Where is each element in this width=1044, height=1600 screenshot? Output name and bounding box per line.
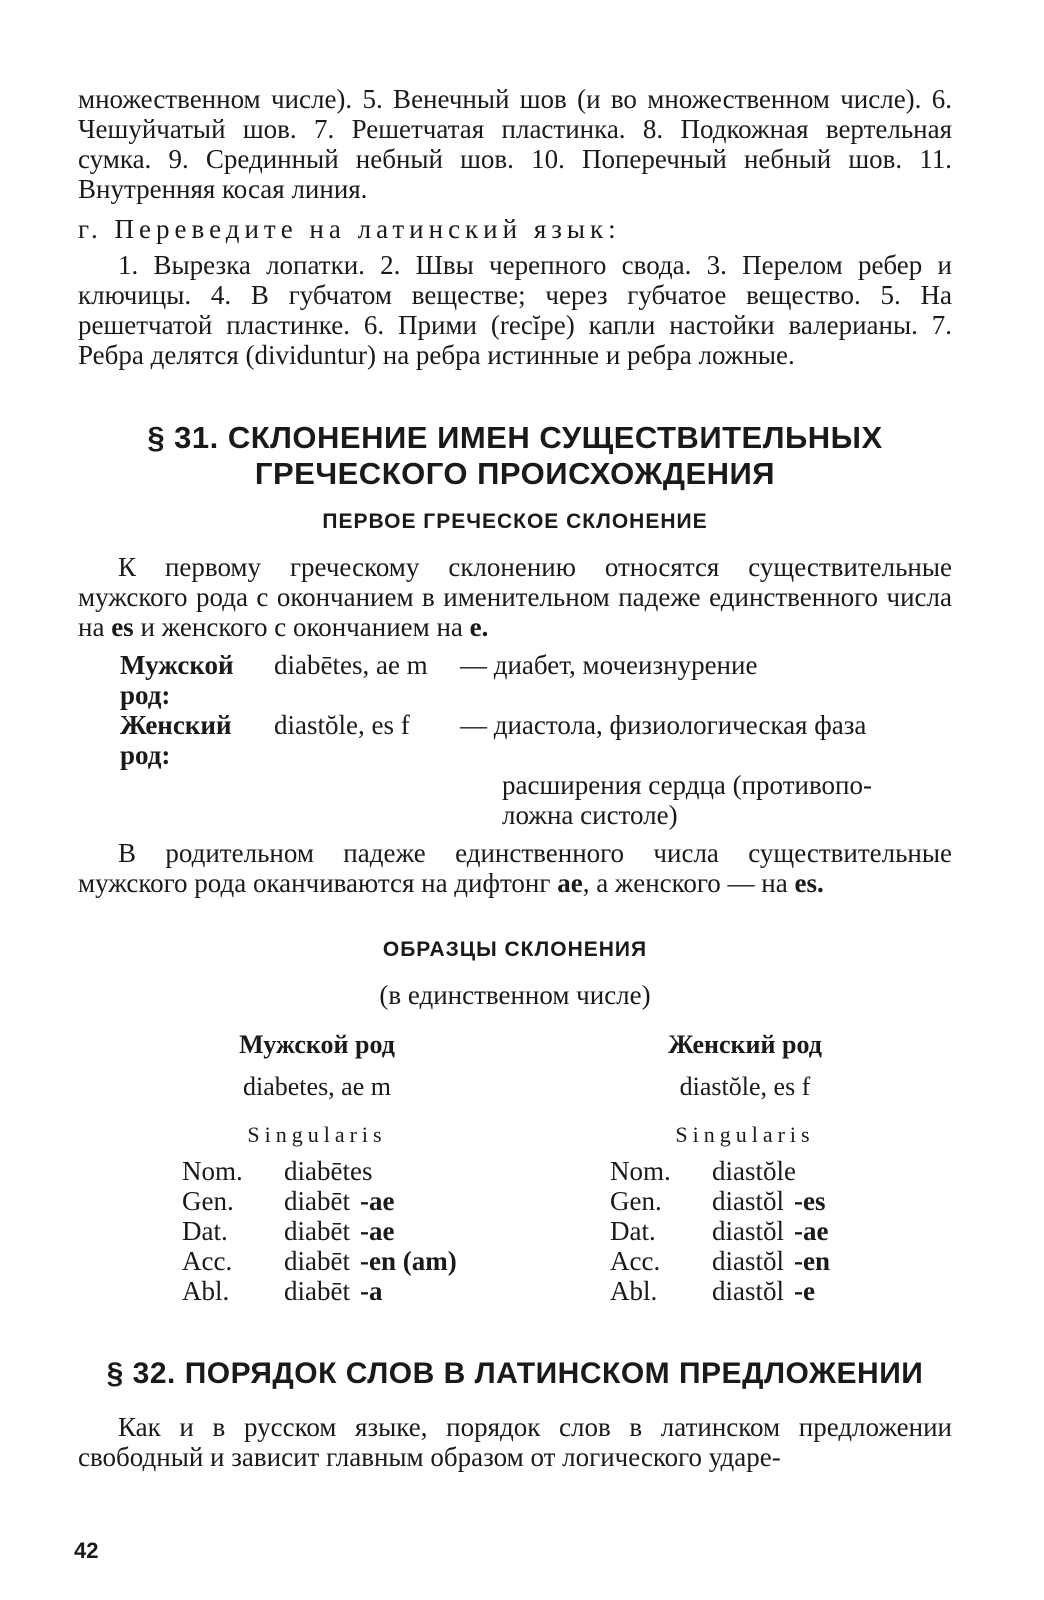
fem-word: diastŏle, es f bbox=[274, 710, 410, 740]
section-32-title: § 32. ПОРЯДОК СЛОВ В ЛАТИНСКОМ ПРЕДЛОЖЕНИИ bbox=[106, 1357, 924, 1390]
masc-label: Мужской род: bbox=[120, 650, 234, 710]
samples-subtitle: (в единственном числе) bbox=[379, 980, 651, 1010]
word-ending: -ae bbox=[794, 1216, 829, 1246]
table-row bbox=[610, 1156, 910, 1186]
gender-examples bbox=[78, 650, 952, 830]
word-ending: -en bbox=[794, 1246, 830, 1276]
fem-label: Женский род: bbox=[120, 710, 232, 770]
word-stem: diabēt bbox=[284, 1216, 350, 1246]
exercise-g-label: г. Переведите на латинский язык: bbox=[78, 214, 621, 244]
masc-table-title: Мужской род bbox=[239, 1030, 395, 1059]
para1-text-b: и женского с окончанием на bbox=[133, 612, 470, 642]
word-ending: -es bbox=[794, 1186, 826, 1216]
para1-ending-e: е. bbox=[469, 612, 489, 642]
exercise-g-heading bbox=[78, 214, 952, 244]
section-31-title-line2: ГРЕЧЕСКОГО ПРОИСХОЖДЕНИЯ bbox=[254, 456, 776, 491]
masc-table-rows bbox=[182, 1156, 482, 1306]
word-ending: -e bbox=[794, 1276, 815, 1306]
table-row bbox=[182, 1246, 482, 1276]
table-row bbox=[610, 1246, 910, 1276]
page-number: 42 bbox=[74, 1538, 99, 1563]
table-row bbox=[182, 1276, 482, 1306]
table-row bbox=[610, 1186, 910, 1216]
prev-exercise-list: множественном числе). 5. Венечный шов (и во множественном числе). 6. Чешуйчатый шов. 7. Решетчатая пластинка. 8. Подкожная вертельная сумка. 9. Срединный небный шов. 10. Поперечный небный шов. 11. Внутренняя косая линия. bbox=[78, 84, 952, 204]
case-label: Dat. bbox=[610, 1216, 656, 1246]
word-stem: diabēt bbox=[284, 1276, 350, 1306]
fem-definition-cont2: ложна систоле) bbox=[502, 800, 678, 830]
word-ending: -en (am) bbox=[359, 1246, 457, 1276]
case-label: Gen. bbox=[610, 1186, 662, 1216]
declension-tables bbox=[78, 1030, 952, 1310]
case-label: Acc. bbox=[182, 1246, 233, 1276]
table-row bbox=[610, 1276, 910, 1306]
word-stem: diabēt bbox=[284, 1186, 350, 1216]
case-label: Gen. bbox=[182, 1186, 234, 1216]
masc-word: diabētes, ae m bbox=[274, 650, 428, 680]
table-row bbox=[182, 1186, 482, 1216]
fem-table-title: Женский род bbox=[668, 1030, 822, 1059]
fem-table bbox=[610, 1030, 910, 1306]
case-label: Nom. bbox=[610, 1156, 671, 1186]
word-stem: diabēt bbox=[284, 1246, 350, 1276]
section-31-subtitle: ПЕРВОЕ ГРЕЧЕСКОЕ СКЛОНЕНИЕ bbox=[322, 510, 708, 533]
fem-example bbox=[78, 710, 952, 770]
section-31-title bbox=[78, 420, 952, 492]
table-row bbox=[182, 1216, 482, 1246]
para2-text-a: В родительном падеже единственного числа существительные мужского рода оканчиваются на дифтонг bbox=[78, 838, 952, 898]
word-stem: diastŏl bbox=[712, 1246, 784, 1276]
para2-ending-ae: ae bbox=[557, 868, 583, 898]
exercise-g-text: 1. Вырезка лопатки. 2. Швы черепного свода. 3. Перелом ребер и ключицы. 4. В губчатом веществе; через губчатое вещество. 5. На решетчатой пластинке. 6. Прими (recĭpe) капли настойки валерианы. 7. Ребра делятся (dividuntur) на ребра истинные и ребра ложные. bbox=[78, 250, 952, 370]
fem-table-rows bbox=[610, 1156, 910, 1306]
para2-text-b: , а женского — на bbox=[582, 868, 795, 898]
fem-table-number: Singularis bbox=[675, 1122, 815, 1147]
fem-table-word: diastŏle, es f bbox=[679, 1072, 811, 1101]
case-label: Nom. bbox=[182, 1156, 243, 1186]
word-stem: diastŏl bbox=[712, 1216, 784, 1246]
masc-definition: — диабет, мочеизнурение bbox=[460, 650, 758, 680]
section-32-para: Как и в русском языке, порядок слов в латинском предложении свободный и зависит главным образом от логического ударе- bbox=[78, 1412, 952, 1472]
para2-ending-es: es. bbox=[794, 868, 824, 898]
masc-table-word: diabetes, ae m bbox=[243, 1072, 391, 1101]
word-ending: -a bbox=[359, 1276, 383, 1306]
case-label: Dat. bbox=[182, 1216, 228, 1246]
table-row bbox=[182, 1156, 482, 1186]
fem-definition: — диастола, физиологическая фаза bbox=[460, 710, 867, 740]
word-stem: diastŏle bbox=[712, 1156, 796, 1186]
samples-title: ОБРАЗЦЫ СКЛОНЕНИЯ bbox=[382, 938, 648, 961]
word-stem: diastŏl bbox=[712, 1276, 784, 1306]
section-31-title-line1: § 31. СКЛОНЕНИЕ ИМЕН СУЩЕСТВИТЕЛЬНЫХ bbox=[147, 420, 883, 455]
fem-definition-cont1: расширения сердца (противопо- bbox=[502, 770, 872, 800]
word-ending: -ae bbox=[359, 1216, 395, 1246]
masc-table bbox=[182, 1030, 482, 1306]
para1-text-a: К первому греческому склонению относятся существительные мужского рода с окончанием в именительном падеже единственного числа на bbox=[78, 552, 952, 642]
masc-example bbox=[78, 650, 952, 710]
case-label: Abl. bbox=[610, 1276, 658, 1306]
page-content bbox=[78, 84, 952, 1472]
word-stem: diastŏl bbox=[712, 1186, 784, 1216]
para1-ending-es: es bbox=[111, 612, 134, 642]
case-label: Abl. bbox=[182, 1276, 230, 1306]
table-row bbox=[610, 1216, 910, 1246]
section-31-para2 bbox=[78, 838, 952, 898]
word-ending: -ae bbox=[359, 1186, 395, 1216]
masc-table-number: Singularis bbox=[247, 1122, 387, 1147]
case-label: Acc. bbox=[610, 1246, 661, 1276]
section-31-para1 bbox=[78, 552, 952, 642]
word-stem: diabētes bbox=[284, 1156, 373, 1186]
